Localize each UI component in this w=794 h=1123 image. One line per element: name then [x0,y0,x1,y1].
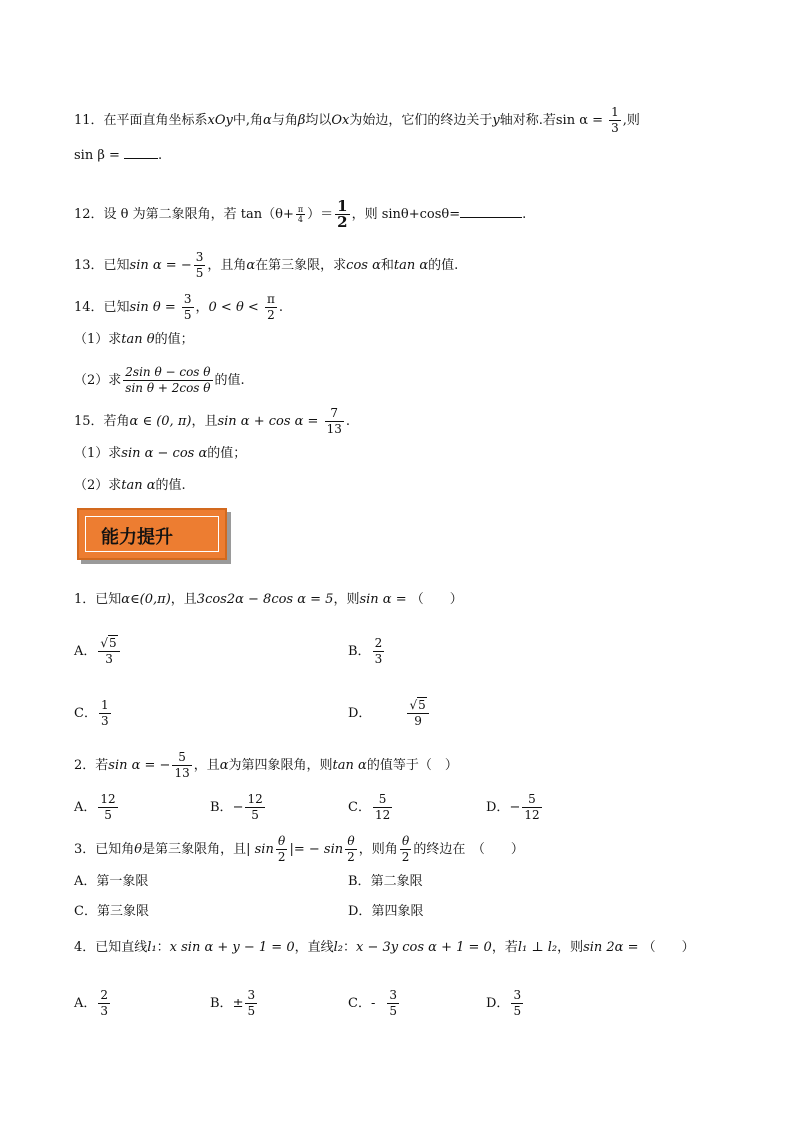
fraction: $\frac{3}{5}$ [513,988,522,1018]
sqrt: √5 [100,636,117,650]
p3-option-d[interactable]: D．第四象限 [348,904,424,919]
fraction: $\frac{7}{13}$ [326,406,342,436]
fraction: $\frac{3}{5}$ [183,292,192,322]
p3-option-c[interactable]: C．第三象限 [74,904,149,919]
fraction: $\frac{1}{2}$ [337,197,348,231]
q12: 12．设 θ 为第二象限角，若 tan（θ+ $\frac{\pi}{4}$ ）＝ $\frac{1}{2}$ ，则 sinθ+cosθ= . [74,197,527,231]
fraction: $\frac{1}{3}$ [611,105,619,135]
p1-stem: 1．已知α∈(0,π)，且3cos2α − 8cos α = 5，则sin α = （ ） [74,592,463,607]
fraction: $\frac{1}{3}$ [100,698,109,728]
fraction: $\frac{3}{5}$ [195,250,204,280]
fraction: $\frac{\text{2sin θ − cos θ}}{\text{sin θ + 2cos θ}}$ [125,365,211,395]
fraction: $\frac{3}{5}$ [389,988,397,1018]
p4-option-d[interactable]: D． $\frac{3}{5}$ [486,988,522,1018]
sqrt: √5 [409,698,426,712]
p3-stem: 3．已知角θ是第三象限角，且| sin $\frac{\theta}{2}$ |= − sin $\frac{\theta}{2}$ ，则角 $\frac{\theta}{2}$ 的终边在 （ ） [74,834,524,864]
p1-option-c[interactable]: C． $\frac{1}{3}$ [74,698,109,728]
q14-part2: （2）求 $\frac{\text{2sin θ − cos θ}}{\text{sin θ + 2cos θ}}$ 的值. [74,365,245,395]
p2-stem: 2．若sin α = − $\frac{5}{13}$ ，且α为第四象限角，则tan α的值等于（ ） [74,750,458,780]
fraction: $\frac{2}{3}$ [374,636,383,666]
fraction: $\frac{\theta}{2}$ [277,834,286,864]
answer-blank[interactable] [124,146,158,159]
p1-option-b[interactable]: B． $\frac{2}{3}$ [348,636,383,666]
q11-line1: 11．在平面直角坐标系xOy中,角α与角β均以Ox为始边，它们的终边关于y轴对称.若sin α = $\frac{1}{3}$ ,则 [74,105,640,135]
fraction: $\frac{12}{5}$ [247,792,263,822]
p2-option-a[interactable]: A． $\frac{12}{5}$ [74,792,116,822]
q15-part2: （2）求tan α的值. [74,478,186,493]
p3-option-b[interactable]: B．第二象限 [348,874,423,889]
p1-option-a[interactable]: A． $\frac{√5}{3}$ [74,636,122,667]
fraction: $\frac{√5}{9}$ [407,698,428,729]
fraction: $\frac{3}{5}$ [247,988,256,1018]
p4-option-b[interactable]: B．± $\frac{3}{5}$ [210,988,256,1018]
answer-blank[interactable] [460,205,522,218]
p1-option-d[interactable]: D． $\frac{√5}{9}$ [348,698,431,729]
q15-stem: 15．若角α ∈ (0, π)，且sin α + cos α = $\frac{7}{13}$ . [74,406,350,436]
fraction: $\frac{5}{12}$ [374,792,391,822]
fraction: $\frac{\pi}{4}$ [297,205,304,224]
p2-option-c[interactable]: C． $\frac{5}{12}$ [348,792,391,822]
p4-stem: 4．已知直线l₁：x sin α + y − 1 = 0，直线l₂：x − 3y cos α + 1 = 0，若l₁ ⊥ l₂，则sin 2α = （ ） [74,940,695,955]
section-banner [77,508,227,560]
q15-part1: （1）求sin α − cos α的值； [74,446,247,461]
q11-line2: sin β = . [74,148,163,163]
fraction: $\frac{√5}{3}$ [98,636,119,667]
p3-option-a[interactable]: A．第一象限 [74,874,149,889]
q14-stem: 14．已知sin θ = $\frac{3}{5}$ ，0 < θ < $\frac{\pi}{2}$ . [74,292,283,322]
fraction: $\frac{5}{13}$ [174,750,190,780]
fraction: $\frac{5}{12}$ [524,792,540,822]
p2-option-d[interactable]: D．− $\frac{5}{12}$ [486,792,540,822]
p4-option-a[interactable]: A． $\frac{2}{3}$ [74,988,109,1018]
fraction: $\frac{12}{5}$ [100,792,116,822]
q13: 13．已知sin α = − $\frac{3}{5}$ ，且角α在第三象限，求cos α和tan α的值. [74,250,459,280]
fraction: $\frac{\pi}{2}$ [266,292,275,322]
fraction: $\frac{\theta}{2}$ [347,834,355,864]
banner-title: 能力提升 [101,527,173,548]
fraction: $\frac{2}{3}$ [100,988,109,1018]
p2-option-b[interactable]: B．− $\frac{12}{5}$ [210,792,263,822]
q14-part1: （1）求tan θ的值； [74,332,194,347]
p4-option-c[interactable]: C．- $\frac{3}{5}$ [348,988,397,1018]
fraction: $\frac{\theta}{2}$ [401,834,410,864]
